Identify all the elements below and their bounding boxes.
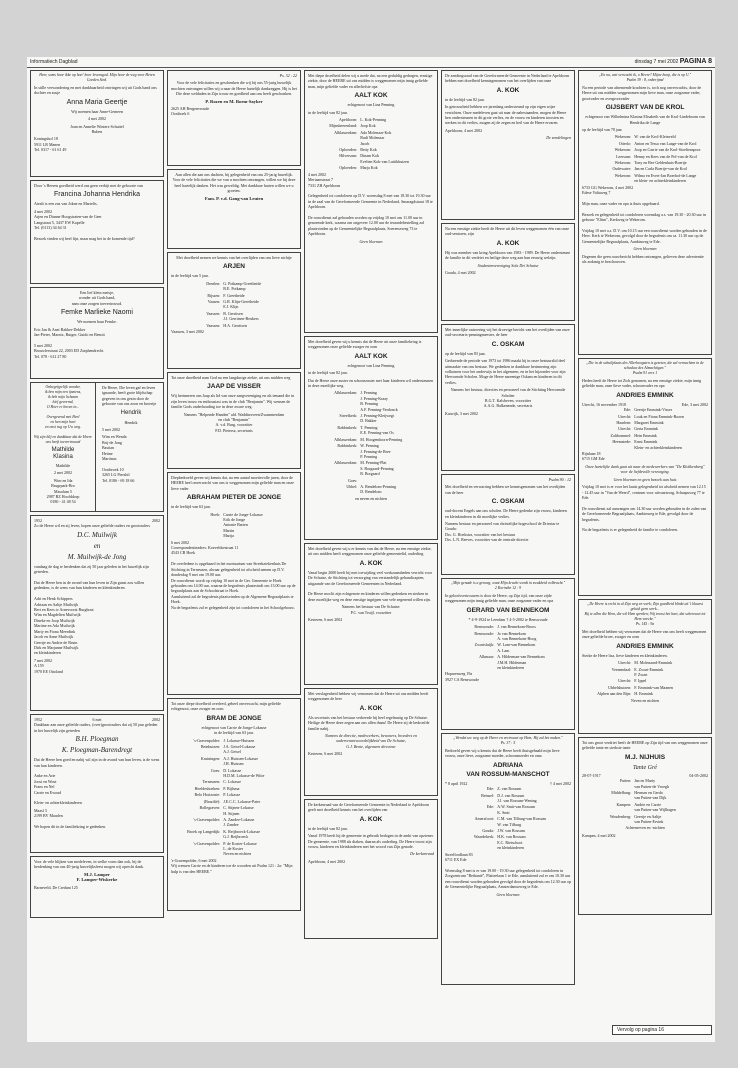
- death-ad-nijhuis: Tot ons groot verdriet heeft de HEERE op Zijn tijd van ons weggenomen onze geliefde tante en sterkste tante M.J. NIJHUIS Tante Gré 28-07-1917 04-05-2002 Putten: Jan en Marty van Putten-de Vroegh Middelburg: Herman en Gerda van Putten-van Dijk Kampen: Andrie en Carrie van Putten-van Wijlhagen Woudenberg: Geertje en Aaltje van Putten-Ervink Achterneven en -nichten Kampen, 4 mei 2002: [578, 737, 712, 915]
- family-list: [445, 624, 571, 670]
- family-list-row: [308, 413, 434, 424]
- birth-ad-francina: Door 's Heeren goedheid werd ons geen verbijt met de geboorte van Francina Johanna Hendrika Atealt is een zus van Jokne en Martelis. 4 mei 2002 Arjen en Dianne Hoogstraten-van de Geer Langstraat 5, 3437 EW Kapelle Tel. (0113) 34 64 31 Bezoek vinden wij heel fijn, maar mag het in de komende tijd?: [30, 180, 164, 284]
- family-names: H. Emmink: [634, 691, 653, 697]
- family-list-row: [308, 425, 434, 436]
- family-place: Mijnsheerenland:: [329, 123, 358, 129]
- anniversary-ad-ploegman: 1952 6 mei 2002 Dankbaar aan onze geliefde ouders, (over)grootouders dat zij 50 jaar geleden in het huwelijk zijn getreden B.H. Ploegman K. Ploegman-Barendregt Dat de Heere hen goed en nabij wil zijn in de avond van hun leven, is de wens van hun kinderen. Anke en Arie Joost en Wout Frans en Nel Carrie en Ewoud Klein- en achterkleinkinderen Maasl 3 2199 BV Maarlen We hopen dit in de familiekring te gedenken.: [30, 714, 164, 853]
- family-names: Marja Kok: [360, 165, 378, 171]
- family-list-row: [171, 786, 297, 791]
- family-place: Streefkerk:: [339, 413, 358, 419]
- family-names: J. Penning-Kleijwegt D. Bakker: [360, 413, 394, 424]
- family-names: D.J. van Rossum J.J. van Rossum-Wening: [497, 792, 537, 804]
- family-names: M. Hoogendoorn-Penning: [360, 436, 403, 442]
- family-names: A.J. Huissen-Lokasse J.H. Huissen: [223, 755, 258, 767]
- family-names: W. Penning J. Penning-de Bree P. Penning: [360, 443, 391, 459]
- family-place: Oploerden:: [339, 165, 358, 171]
- thanks-ad-rozen: Ps. 32 : 22 Voor de vele felicitaties en geschenken die wij bij ons 55-jarig huwelijk mochten ontvangen willen wij u naar de Heere hartelijk dankzeggen. Hij is het Die deze weldaden in Zijn trouw en goedheid aan ons heeft geschonken. P. Rozen en M. Roem-Sayker 2625 AH Bergenvroude Oosthoek 6: [167, 70, 301, 166]
- family-place: Bollegraven:: [199, 805, 221, 811]
- family-place: Kruiningen:: [200, 755, 221, 761]
- family-names: J. Lokasse-Huissen: [223, 737, 255, 743]
- family-place: Waardekerk:: [473, 834, 495, 840]
- death-ad-oskam-scholen: Met innerlijke ontroering wij het droevige bericht van het overlijden van onze oud-secretaris-penningmeester, de heer C. OSKAM op de leeftijd van 83 jaar. Gedurende de periode van 1973 tot 1986 maakt hij in onze bestuurslid deel uitmaakte van ons bestuur. We gedenken in dankbare herinnering zijn volkomen voor het onderwijs in het algemeen, en in het bijzonder voor zijn Hervormde Scholen. Moge de Heere nareenige Oskam en kinderen in dit verlies. Namens het bestuur, directies en personeel van de Stichting Hervormde Scholen B.G.T. Kalsbeven, voorzitter A.A.G. Balkenende, secretaris Katwijk, 3 mei 2002: [441, 324, 575, 471]
- family-place: Oudewater:: [612, 166, 632, 172]
- family-list-row: [171, 738, 297, 743]
- family-place: Veenendaal:: [611, 666, 632, 672]
- family-list-row: [445, 642, 571, 653]
- continued-on-page-link[interactable]: Vervolg op pagina 16: [612, 1025, 712, 1035]
- family-list-row: [308, 130, 434, 146]
- family-place: Middelburg:: [611, 790, 632, 796]
- family-names: W. Lam-van Bennekom A. Lam: [497, 642, 536, 653]
- family-list-row: [582, 160, 708, 165]
- column-1: [30, 70, 164, 921]
- family-list-row: [171, 768, 297, 779]
- death-ad-emmink-family: „Die in de schuilplaats des Allerhoogsten is gezeten, die zal vernachten in de schaduw des Almachtigen." Psalm 91 vers 1 Heden heeft de Heere tot Zich genomen, na een ernstige ziekte, mijn innig geliefde man, onze lieve vader, schoonvader en opa ANDRIES EMMINK Utrecht, 16 november 1918 Ede, 3 mei 2002 Ede: Geertje Emmink-Visser Utrecht: Louk en Fiona Emmink-Rozen Haarlem: Margaret Emmink Utrecht: Gerta Emmink Zaltbommel: Hein Emmink Heemstede: Ernst Emmink Klein- en achterkleinkinderen Rijnlaan 18 6715 GM Ede Onze hartelijke dank gaat uit naar de medewerkers van "De Klokkenberg" voor de liefdevolle verzorging. Geen bloemen en geen bezoek aan huis Vrijdag 10 mei is er voor het laatst gelegenheid tot afscheid nemen van 12.15 - 12.45 uur in "Van de Weerd", centrum voor uitvaartzorg, Schaapsweg 77 te Ede. De rouwdienst zal aanvangen om 14.30 uur worden gehouden in de zalen van de Gereformeerde Begraafplaats, Aanbinweg te Ede, gevolgd door de begrafenis. Na de begrafenis is er gelegenheid de familie te condoleren.: [578, 358, 712, 596]
- family-names: Tony en Bee Geldenhuis-Boertje: [634, 160, 687, 166]
- family-place: Rabbinkerk:: [337, 443, 358, 449]
- family-names: Geertje Emmink-Visser: [634, 407, 673, 413]
- death-ad-abraham: Diepbedroefd geven wij kennis dat, na een aantal moeitevolle jaren, door de HEERE heel onverwacht van ons is weggenomen mijn geliefde man en onze lieve vader ABRAHAM PIETER DE JONGE in de leeftijd van 63 jaar. Hoek: Carrie de Jonge-Lokasse Erik de Jonge Antonie Barten Martin Marija 6 mei 2002 Correspondentieadres: Koeveldsestraat 11 4543 CB Hoek De overledene is opgebaard in het mortuarium van Streekziekenhuis De Stichting in Terneuzen, alwaar gelegenheid tot afscheid nemen op D.V. donderdag 9 mei om 19.00 uur. De rouwdienst wordt op vrijdag 10 mei in de Ger. Gemeente te Hoek gehouden om 14.00 uur, waarna de begrafenis plaatsvindt om 13.00 uur op de begraafplaats aan de Schoolstraat te Hoek. Aansluitend zal de begrafenis plaatsvinden op de Algemene Begraafplaats te Hoek. Na de begrafenis zal er gelegenheid zijn tot condoleren in het Schoolgebouw.: [167, 472, 301, 695]
- family-place: Belo Horizonte:: [194, 792, 221, 798]
- newspaper-page: [27, 57, 715, 1042]
- family-list: [171, 738, 297, 857]
- family-list: [308, 117, 434, 171]
- family-names: J. van Bennekom-Broos: [497, 624, 536, 630]
- column-2: [167, 70, 301, 914]
- family-place: Rijssen:: [207, 292, 221, 298]
- death-ad-aalt-kok-family: Met diepe droefheid delen wij u mede dat, na een geduldig gedragen, ernstige ziekte, door de HEERE uit ons midden is weggenomen mijn innig geliefde man, mijn geliefde vader en allerliefste opa AALT KOK echtgenoot van Lina Penning in de leeftijd van 82 jaar. Apeldoorn: L. Kok-Penning Mijnsheerenland: Joop Kok Alblasserdam: Ada Molenaar-Kok Rudi Molenaar Jacob Oploerden: Betty Kok Hilversum: Dinam Kok Evelien Kok-van Luttikhuizen Oploerden: Marja Kok 4 mei 2002 Meriaanstraat 7 7331 ZH Apeldoorn Gelegenheid tot condoleren op D.V. woensdag 8 mei van 18.30 tot 19.30 uur in de zaal van de Gereformeerde Gemeente in Nederland, Smaragdstraat 18 te Apeldoorn. De rouwdienst zal gehouden worden op vrijdag 10 mei om 11.00 uur in genoemde kerk, waarna om ongeveer 12.00 uur de teraardebestelling zal plaatsvinden op de Gemeentelijke Begraafplaats, Soerenseweg 73 te Apeldoorn. Geen bloemen: [304, 70, 438, 333]
- family-list-row: [171, 293, 297, 298]
- family-place: Renswoude:: [474, 630, 495, 636]
- family-names: F. Ippel: [634, 678, 647, 684]
- family-names: Z. van Rossum: [497, 786, 522, 792]
- paper-name: Informatiech Dagblad: [30, 59, 78, 65]
- family-place: Utrecht:: [618, 678, 632, 684]
- family-place: Ubbel:: [346, 483, 358, 489]
- family-place: Wekerom:: [614, 147, 632, 153]
- family-place: Terneuzen:: [202, 779, 221, 785]
- family-list-row: [445, 804, 571, 815]
- family-names: Anton en Tessa van Laage-van de Krol: [634, 140, 697, 146]
- family-names: M. Molenaard-Emmink: [634, 660, 673, 666]
- family-list-row: [445, 786, 571, 791]
- family-list-row: [171, 311, 297, 322]
- family-place: Hoek:: [210, 511, 221, 517]
- family-list-row: [582, 802, 708, 813]
- family-place: Vaasen:: [207, 299, 221, 305]
- family-place: Zaltbommel:: [610, 432, 632, 438]
- family-list-row: [582, 778, 708, 789]
- family-names: K. Reijbroeck-Lokasse G.J. Reijbroeck: [223, 828, 261, 840]
- family-list-row: [445, 834, 571, 850]
- family-list-row: [308, 123, 434, 128]
- family-names: C.M. van Tilburg-van Rossum W. van Tilburg: [497, 816, 546, 827]
- family-place: Alblasserdam:: [334, 390, 358, 396]
- family-list-row: [445, 624, 571, 629]
- family-place: Putten:: [619, 778, 632, 784]
- family-place: Alphen aan den Rijn:: [597, 691, 632, 697]
- family-names: E. Zwart-Emmink P. Zwart: [634, 666, 664, 678]
- family-list-row: [308, 117, 434, 122]
- family-names: G. Potkamp-Greetheide B.E. Potkamp: [223, 280, 262, 292]
- death-ad-emmink-siblings: „De Heere is recht in al Zijn weg en werk; Zijn goedheid blinkt uit 't klaarst geluid geen werk... Bij te allen die Hem, die wil Hem spreken; Wij troost het hart, dat schreeuwt tot Hem wrecke." Ps. 145 : 9a Met droefheid hebben wij vernomen dat de Heere van ons heeft weggenomen onze geliefde broer, zwager en oom ANDRIES EMMINK Sterke de Heere lisa, lieve kinderen en kleinkinderen. Utrecht: M. Molenaard-Emmink Veenendaal: E. Zwart-Emmink P. Zwart Utrecht: F. Ippel Ubbelshuizen: F. Emmink-van Maanen Alphen aan den Rijn: H. Emmink Neven en nichten: [578, 599, 712, 734]
- family-list: [582, 660, 708, 696]
- family-place: Ede:: [486, 786, 495, 792]
- family-list: [308, 390, 434, 494]
- death-ad-kok-directie: Met verslagenheid hebben wij vernomen dat de Heere uit ons midden heeft weggenomen de heer A. KOK Als secretaris van het bestuur verkeerde hij heel regelmatig op De Schutse. Heilige de Heere deze zegen aan ons allen thans! De Heere zij de bedroefde familie nabij. Namens de directie, medewerkers, bewoners, broeders en ouderverantwoordelijkheid van De Schutse, G.J. Bente, algemeen directeur Kesteren, 6 mei 2002: [304, 688, 438, 796]
- family-list-row: [171, 817, 297, 828]
- family-list-row: [582, 414, 708, 419]
- family-place: Ede:: [623, 407, 632, 413]
- family-names: Betty Kok: [360, 147, 377, 153]
- family-place: Kampen:: [616, 801, 632, 807]
- family-names: A. Zandee-Lokasse J. Zandee: [223, 816, 255, 828]
- family-list-row: [582, 141, 708, 146]
- family-place: Haarlem:: [616, 420, 632, 426]
- family-names: Louk en Fiona Emmink-Rozen: [634, 413, 684, 419]
- birth-ads-pair: [30, 382, 164, 512]
- family-place: Vaassen:: [206, 322, 221, 328]
- family-place: Beinhuizen:: [200, 744, 221, 750]
- family-list-row: [308, 460, 434, 476]
- family-list-row: [582, 685, 708, 690]
- family-list-row: [308, 165, 434, 170]
- family-names: Jan en Marty van Putten-de Vroegh: [634, 778, 669, 789]
- family-list-row: [171, 805, 297, 816]
- family-list-row: [308, 443, 434, 459]
- death-ad-van-rossum: „Wendet uw weg op de Heere en vertrouwt op Hem; Hij zal het maken." Ps. 37 : 5 Bedroefd geven wij u kennis dat de Heere heeft thuisgehaald mijn lieve vrouw, onze lieve, zorgzame moeder, schoonmoeder en oma ADRIANA VAN ROSSUM-MANSCHOT * 8 april 1922 † 4 mei 2002 Ede: Z. van Rossum Beinsel: D.J. van Rossum J.J. van Rossum-Wening Ede: A.W. Smit-van Rossum K. Smit Amersfoort: C.M. van Tilburg-van Rossum W. van Tilburg Gouda: J.W. van Rossum Waardekerk: H.K. van Rossum E.C. Rietschoot en kleinkinderen Streelfordlaan 83 6711 EX Ede Woensdag 8 mei is er van 19.00 - 19.30 uur gelegenheid tot condoleren in Zorgcentrum "Bethanië", Platteelaan 1 te Ede, aansluitend zal er om 10.30 uur een rouwdienst worden gehouden gevolgd door de begrafenis om 12.30 uur op de Gemeentelijke Begraafplaats, Amsterdamseweg te Ede. Geen bloemen: [441, 733, 575, 985]
- family-list: [171, 512, 297, 539]
- family-place: Utrecht:: [618, 660, 632, 666]
- family-list-row: [171, 744, 297, 755]
- family-names: C. Lokasse: [223, 779, 241, 785]
- death-ad-jaap: Tot onze droefheid nam God na een langdurige ziekte, uit ons midden weg JAAP DE VISSER Wij herinneren ons Jaap als lid van onze zangvereniging en als iemand die in zijn leven trouw en enthousiast was in de club "Benjamin". Wij wensen de familie Gods onderhouding toe in deze zware weg. Namens "Helpende Handen" afd. Waddinxveen/Zwammerdam en club "Benjamin" A. v.d. Burg, voorzitter P.D. Pietersz, secretaris: [167, 372, 301, 469]
- family-names: Ernst Emmink Klein- en achterkleinkinderen: [634, 439, 682, 450]
- family-list-row: [445, 828, 571, 833]
- family-place: Apeldoorn:: [338, 117, 358, 123]
- family-list-row: [582, 166, 708, 171]
- family-list-row: [582, 154, 708, 159]
- family-list-row: [582, 660, 708, 665]
- family-names: P. Lokasse: [223, 792, 241, 798]
- family-place: Alblasserdam:: [334, 129, 358, 135]
- family-place: Hilversum:: [339, 153, 358, 159]
- death-ad-bram: Tot onze diepe droefheid overleed, geheel onverwacht, mijn geliefde echtgenoot, onze zwager en oom BRAM DE JONGE echtgenoot van Carrie de Jonge-Lokasse in de leeftijd van 63 jaar. 's-Gravenpolder: J. Lokasse-Huissen Beinhuizen: J.A. Geisel-Lokasse A.J. Geisel Kruiningen: A.J. Huissen-Lokasse J.H. Huissen Goes: D. Lokasse H.D.M. Lokasse-de Witte Terneuzen: C. Lokasse Heeldeshoeken: P. Bijlsma Belo Horizonte: P. Lokasse (Brazilië): J.E.C.C. Lokasse-Pater Bollegraven: C. Stijnen-Lokasse H. Stijnen 's-Gravenpolder: A. Zandee-Lokasse J. Zandee Broek op Langedijk: K. Reijbroeck-Lokasse G.J. Reijbroeck 's-Gravenpolder: P. de Koster-Lokasse L. de Koster Neven en nichten 's-Gravenpolder, 6 mei 2002 Wij wensen Carrie en de kinderen toe de woorden uit Psalm 121 : 2a: "Mijn hulp is van den HEERE.": [167, 698, 301, 911]
- death-ad-kok-kerkenraad: De kerkenraad van de Gereformeerde Gemeente in Nederland te Apeldoorn geeft met droefheid kennis van het overlijden van A. KOK in de leeftijd van 82 jaar. Vanaf 1978 heeft hij de gemeente in gebruik bedogen in de ambt van opziener. De gemeente, van 1988 als diaken, daarna als ouderling. De Heere troost zijn vrouw, kinderen en kleinkinderen met het woord van Zijn genade. De kerkenraad Apeldoorn, 4 mei 2002: [304, 799, 438, 939]
- family-names: Wilma en Evert-Jan Boerhof-de Lange en klein- en achterkleinkinderen: [634, 172, 697, 184]
- family-names: Hein Emmink: [634, 432, 657, 438]
- family-list-row: [582, 147, 708, 152]
- family-names: Joop en Carrie van de Krol-Stoeltenspoor: [634, 147, 701, 153]
- family-list-row: [171, 299, 297, 310]
- family-place: Wekerom:: [614, 172, 632, 178]
- masthead: [27, 57, 715, 68]
- family-list-row: [171, 281, 297, 292]
- family-names: Margaret Emmink: [634, 420, 664, 426]
- family-place: Broek op Langedijk:: [187, 828, 221, 834]
- family-list-row: [582, 439, 708, 450]
- family-list: [582, 134, 708, 183]
- family-names: Ada Molenaar-Kok Rudi Molenaar Jacob: [360, 129, 392, 146]
- family-list-row: [445, 631, 571, 642]
- family-list-row: [445, 654, 571, 670]
- column-4: [441, 70, 575, 988]
- family-names: C. Stijnen-Lokasse H. Stijnen: [223, 805, 254, 816]
- family-list-row: [308, 147, 434, 152]
- death-ad-kok-zending: De zendingsraad van de Gereformeerde Gemeente in Nederland te Apeldoorn hebben met droefheid kennisgenomen van het overlijden van onze A. KOK in de leeftijd van 82 jaar. In getrouwheid hebben we jarenlang ondersteund op zijn eigen wijze verrichten. Onze medeleven gaat uit naar de nabestaanden, mogen de Heere hen ondersteunen in dit grote verlies, en de vrouw en kinderen troosten en sterken in dit verlies, mogen zij de zegen en heil van de Heere ervaren. Apeldoorn, 4 mei 2002 De zendelingen: [441, 70, 575, 220]
- birth-ad-femke: Een lief klein meisje, wonder uit Gods hand, nam onze zorgen toevertrouwd. Femke Marlieke Naomi We noemen haar Femke. Eric Jan & Anet Bakker-Dekker Jan-Pieter, Marnix, Rutger, Guido en Benoit 5 mei 2002 Brouwlerstraat 22, 2003 ED Zutphendrecht Tel. 078 - 612 27 80: [30, 287, 164, 379]
- family-list-row: [445, 816, 571, 827]
- family-list-row: [582, 691, 708, 696]
- family-names: J. Penning J. Penning-Kraay B. Penning A.F. Penning-Verdonck: [360, 390, 398, 412]
- family-names: A. Rendelom-Penning D. Rendelom: [360, 483, 396, 495]
- family-list-row: [171, 841, 297, 857]
- family-place: Goes:: [210, 767, 221, 773]
- family-list-row: [582, 426, 708, 431]
- family-names: J.W. van Rossum: [497, 828, 525, 834]
- death-ad-arjen: Met droefheid nemen we kennis van het overlijden van ons lieve nichtje ARJEN in de leeftijd van 5 jaar. Drenlen: G. Potkamp-Greetheide B.E. Potkamp Rijssen: F. Greetheide Vaasen: G.R. Klijn-Greetheide E.J. Klijn Vaassen: B. Gerritsen J.J. Gerritsen-Beukers Vaassen: H.A. Gerritsen Vaassen, 3 mei 2002: [167, 252, 301, 369]
- family-names: [360, 478, 434, 483]
- death-ad-van-de-krol: „En nu, wat verwacht ik, o Heere? Mijne hoop, die is op U." Psalm 39 : 8, onberijmd Na een periode van afnemende krachten is, toch nog onverwachts, door de Heere uit ons midden weggenomen mijn lieve man, onze zorgzame vader, grootvader en overgrootvader GIJSBERT VAN DE KROL echtgenoot van Wilhelmina Klasina Elisabeth van de Krol-Lindeboom van Hendrika de Lange op de leeftijd van 78 jaar Wekerom: W. van de Krol-Kleinveld Otterlo: Anton en Tessa van Laage-van de Krol Wekerom: Joop en Carrie van de Krol-Stoeltenspoor Leersum: Henny en Kees van de Pol-van de Krol Wekerom: Tony en Bee Geldenhuis-Boertje Oudewater: Jan en Carla Boertje-van de Krol Wekerom: Wilma en Evert-Jan Boerhof-de Lange en klein- en achterkleinkinderen 6733 GG Wekerom, 4 mei 2002 Edese Valtaweg 7 Mijn man, onze vader en opa is thuis opgebaard. Bezoek en gelegenheid tot condoleren woensdag a.s. van 19.30 - 20.30 uur in gebouw "Eltim", Kerkweg te Wekerom. Vrijdag 10 mei a.s. D.V. om 10.15 uur een rouwdienst worden gehouden in de Herv. Kerk te Wekerom, gevolgd door de begrafenis om ca. 11.30 uur op de Gemeentelijke Begraafplaats, Aanbinweg te Ede. Geen bloemen Degenen die geen rouwbericht hebben ontvangen, gelieven deze advertentie als zodanig te beschouwen.: [578, 70, 712, 355]
- family-place: Alblasserdam:: [334, 436, 358, 442]
- family-names: A. Hilderman-van Bennekom J.M.H. Hilderman en kleinkinderen: [497, 654, 545, 671]
- family-names: T. Penning E.E. Penning-van Os: [360, 424, 394, 436]
- family-names: A.W. Smit-van Rossum K. Smit: [497, 804, 536, 815]
- family-list-row: [582, 173, 708, 184]
- family-names: D. Lokasse H.D.M. Lokasse-de Witte: [223, 767, 265, 779]
- family-names: W. van de Krol-Kleinveld: [634, 134, 676, 140]
- family-list: [171, 281, 297, 328]
- family-names: P. de Koster-Lokasse L. de Koster Neven en nichten: [223, 840, 257, 857]
- family-place: Oploerden:: [339, 147, 358, 153]
- family-place: Heeldeshoeken:: [194, 785, 221, 791]
- family-list-row: [308, 153, 434, 164]
- family-place: Rabbinkerk:: [337, 424, 358, 430]
- thanks-ad-gang: Aan allen die aan ons dachten, bij gelegenheid van ons 25-jarig huwelijk. Voor de vele felicitaties die we van u mochten ontvangen, willen we bij deze heel hartelijk danken. Het was geweldig. Met dankbare harten willen we u groeten. Fam. P. v.d. Gang-van Leuten: [167, 169, 301, 249]
- family-names: Andrie en Carrie van Putten-van Wijlhagen: [634, 801, 676, 813]
- family-place: 's-Gravenpolder:: [193, 737, 221, 743]
- family-list-row: [308, 437, 434, 442]
- family-place: Heemstede:: [612, 439, 632, 445]
- family-names: Herman en Gerda van Putten-van Dijk: [634, 790, 667, 801]
- family-list-row: [445, 793, 571, 804]
- family-place: Drenlen:: [206, 280, 221, 286]
- family-list-row: [582, 134, 708, 139]
- family-names: M. Penning-Plat S. Borgaard-Penning B. Borgaard: [360, 460, 394, 477]
- death-ad-kok-schutse: Met droefheid geven wij u er kennis van dat de Heere, na een ernstige ziekte, uit ons midden heeft weggenomen onze geliefde gemeentelid, ouderling A. KOK Vanaf begin 2000 heeft hij met toewijding veel werkzaamheden verricht voor De Schutse, de Stichting tot verzorging van verstandelijk gehandicapten, uitgaande van de Gereformeerde Gemeenten in Nederland. De Heere moclit zijn echtgenote en kinderen willen gedenken en sterken in deze moeilijke weg en deze ernstige ingrijpen van vele zegenend willen zijn. Namens het bestuur van De Schutse: P.C. van Truijl, voorzitter Kesteren, 6 mei 2002: [304, 543, 438, 685]
- family-list: [582, 778, 708, 824]
- family-list-row: [582, 790, 708, 801]
- birth-ad-hendrik: De Heere, Die leven gaf en leven ignaarde, heeft grote blijdschap gegeven in ons gezin door de geboorte van ons zoon en broertje Hendrik Hendrik 5 mei 2002 Wim en Wenda Brij-de Jong Bastian Heiine Martinus Oostbroek 10 3265 LG Piershil Tel. 0186 - 69 18 66: [102, 385, 157, 483]
- family-names: Geertje en Aaltje van Putten-Ervink: [634, 813, 664, 825]
- family-list: [582, 407, 708, 450]
- family-names: F. Emmink-van Maanen: [634, 684, 673, 690]
- family-names: Joop Kok: [360, 123, 376, 129]
- family-place: Wekerom:: [614, 160, 632, 166]
- family-list-row: [582, 433, 708, 438]
- family-place: Woudenberg:: [609, 813, 632, 819]
- family-place: Utrecht:: [618, 413, 632, 419]
- family-list-row: [171, 756, 297, 767]
- family-place: 's-Gravenpolder:: [193, 840, 221, 846]
- family-names: G.R. Klijn-Greetheide E.J. Klijn: [223, 299, 259, 310]
- family-place: Zwartsluijk:: [474, 642, 495, 648]
- masthead-date-page: dinsdag 7 mei 2002 PAGINA 8: [634, 58, 712, 65]
- family-names: Carrie de Jonge-Lokasse Erik de Jonge Antonie Barten Martin Marija: [223, 511, 263, 539]
- family-names: L. Kok-Penning: [360, 117, 386, 123]
- family-names: J.A. Geisel-Lokasse A.J. Geisel: [223, 744, 256, 755]
- family-list: [445, 786, 571, 850]
- column-3: [304, 70, 438, 942]
- family-names: Jan en Carla Boertje-van de Krol: [634, 166, 687, 172]
- family-place: Gouda:: [482, 828, 495, 834]
- family-place: Wekerom:: [614, 134, 632, 140]
- column-5: [578, 70, 712, 918]
- family-list-row: [171, 799, 297, 804]
- family-place: Goes:: [347, 477, 358, 483]
- birth-ad-anna: Heer, soms hoor ikke op hoe! hoor levensgod. Mijn hoor de weg voor Heren Goeden Sted. In stille verwondering en met dankbaarheid ontvingen wij uit Gods hand ons dochter en zusje Anna Maria Geertje Wij noemen haar Anne-Gerneen 4 mei 2002 Joan en Annelie Winters-Schuttel Ruben Koningshof 18 5911 LR Manen Tel. 0317 - 61 61 49: [30, 70, 164, 177]
- family-names: Henny en Kees van de Pol-van de Krol: [634, 153, 697, 159]
- family-place: Vaassen:: [206, 310, 221, 316]
- family-place: Renswoude:: [474, 624, 495, 630]
- family-names: Dinam Kok Evelien Kok-van Luttikhuizen: [360, 153, 409, 164]
- family-place: (Brazilië):: [203, 798, 221, 804]
- family-list-row: [308, 484, 434, 495]
- family-list-row: [582, 814, 708, 825]
- death-ad-aalt-kok-penning: Met droefheid geven wij u kennis dat de Heere uit onze familiekring is weggenomen onze geliefde zwager en oom AALT KOK echtgenoot van Lina Penning in de leeftijd van 82 jaar. Dat de Heere onze zuster en schoonzuster met haar kinderen wil ondersteunen in deze moeilijke weg. Alblasserdam: J. Penning J. Penning-Kraay B. Penning A.F. Penning-Verdonck Streefkerk: J. Penning-Kleijwegt D. Bakker Rabbinkerk: T. Penning E.E. Penning-van Os Alblasserdam: M. Hoogendoorn-Penning Rabbinkerk: W. Penning J. Penning-de Bree P. Penning Alblasserdam: M. Penning-Plat S. Borgaard-Penning B. Borgaard Goes: Ubbel: A. Rendelom-Penning D. Rendelom en neven en nichten: [304, 336, 438, 540]
- family-names: B. Gerritsen J.J. Gerritsen-Beukers: [223, 310, 259, 322]
- family-list-row: [308, 478, 434, 483]
- family-place: Alkmaar:: [479, 654, 495, 660]
- family-list-row: [171, 323, 297, 328]
- family-names: Jo van Bennekom A. van Bennekom-Hoog: [497, 630, 537, 642]
- family-list-row: [171, 829, 297, 840]
- family-list-row: [171, 512, 297, 539]
- family-list-row: [171, 779, 297, 784]
- family-place: Utrecht:: [618, 426, 632, 432]
- birth-ad-mathilde: Onbegrijpelijk wonder, ik ben mijn een ijsmens, ik heb mijn lichaam hief gevormd, O Hoer er boven in... Overgevend met Heel en hen mijn hart en onst rug op Uw weg. Wij zijn blij en dankbaar dat de Heere ons heeft toevertrouwd Mathilde Klasina Mathilde 2 mei 2002 Wim en Ida Brugrpark-Bro Masalum 5 2987 BZ Hoofddorp 0180 - 41 48 54: [31, 383, 96, 511]
- death-ad-oskam-driestar: Psalm 90 : 12 Met droefheid en verwarring hebben we kennisgenomen van het overlijden van de heer C. OSKAM oud-docent Engels aan ons scholen. De Heere gedenke zijn vrouw, kinderen en kleinkinderen in dit moeilijke verlies. Namens bestuur en personeel van christelijke hogeschool de Driestar te Gouda: Drs. G. Hoekstra, voorzitter van het bestuur Drs. L.N. Reeves, voorzitter van de centrale directie: [441, 474, 575, 575]
- thanks-ad-lamper: Voor de vele blijken van medeleven, in welke vorm dan ook, bij de herdenking van ons 40-jarig huwelijksfeest mogen wij oprecht dank. M.J. Lamper F. Lamper-Wiskerke Barneveld, De Credant 125: [30, 856, 164, 918]
- family-names: H.A. Gerritsen: [223, 322, 247, 328]
- family-list-row: [582, 667, 708, 678]
- family-list-row: [582, 678, 708, 683]
- family-place: Alblasserdam:: [334, 460, 358, 466]
- family-list-row: [308, 390, 434, 412]
- family-names: F. Greetheide: [223, 292, 245, 298]
- family-names: P. Bijlsma: [223, 785, 240, 791]
- family-place: Ubbelshuizen:: [608, 684, 632, 690]
- family-list-row: [171, 792, 297, 797]
- family-names: H.K. van Rossum E.C. Rietschoot en kleinkinderen: [497, 834, 526, 851]
- family-place: Beinsel:: [481, 792, 495, 798]
- death-ad-kok-studenten: Na een ernstige ziekte heeft de Heere uit dit leven weggenomen één van onze oud-senioren, zijn A. KOK Hij was member van kring Apeldoorn van 1983 - 1989. De Heere ondersteune de familie in dit verdriet en heilige deze weg aan hun eeuwig welzijn. Studentenvereniging Sola Dei Schutse Gouda, 4 mei 2002: [441, 223, 575, 321]
- family-place: Leersum:: [616, 153, 632, 159]
- family-place: 's-Gravenpolder:: [193, 816, 221, 822]
- family-place: Otterlo:: [618, 140, 632, 146]
- family-place: Amersfoort:: [474, 816, 495, 822]
- family-list-row: [582, 420, 708, 425]
- family-place: Ede:: [486, 804, 495, 810]
- family-list-row: [582, 407, 708, 412]
- family-names: J.E.C.C. Lokasse-Pater: [223, 798, 261, 804]
- family-names: Gerta Emmink: [634, 426, 658, 432]
- anniversary-ad-muilwijk: 1952 2002 Zo de Heere wil en zij leven, hopen onze geliefde ouders en grootouders D.C. Muilwijk en M. Muilwijk-de Jong vandaag de dag te herdenken dat zij 50 jaar geleden in het huwelijk zijn getreden. Dat de Heere hen in de avond van hun leven in Zijn gunst zou willen gedenken, is de wens van hun kinderen en kleinkinderen. Adri en Henk Schippers Adriaan en Aaltje Muilwijk Bert en Kees tv Arnevoorst Burghout Wim en Magdelien Muilwijk Dineke en Joop Muilwijk Martine en Ada Muilwijk Marty en Fiona Meerdink Jacob en Anne Muilwijk Geertje en Andrie de Bruin Dirk en Marjanne Muilwijk en kleinkinderen 7 mei 2002 A 159 1970 EE Ottoland: [30, 515, 164, 711]
- death-ad-van-bennekom: „Mijn genade is u genoeg, want Mijn kracht wordt in zwakheid volbracht." 2 Korinthe 12 : 9 In geloofsvertrouwen is door de Heere, op Zijn tijd, van onze zijde weggenomen mijn innig geliefde man, onze zorgzame vader en opa GERARD VAN BENNEKOM * 4-9-1924 te Leerdam † 4-5-2002 te Renswoude Renswoude: J. van Bennekom-Broos Renswoude: Jo van Bennekom A. van Bennekom-Hoog Zwartsluijk: W. Lam-van Bennekom A. Lam Alkmaar: A. Hilderman-van Bennekom J.M.H. Hilderman en kleinkinderen Hoparenweg 19a 3927 CA Renswoude: [441, 578, 575, 730]
